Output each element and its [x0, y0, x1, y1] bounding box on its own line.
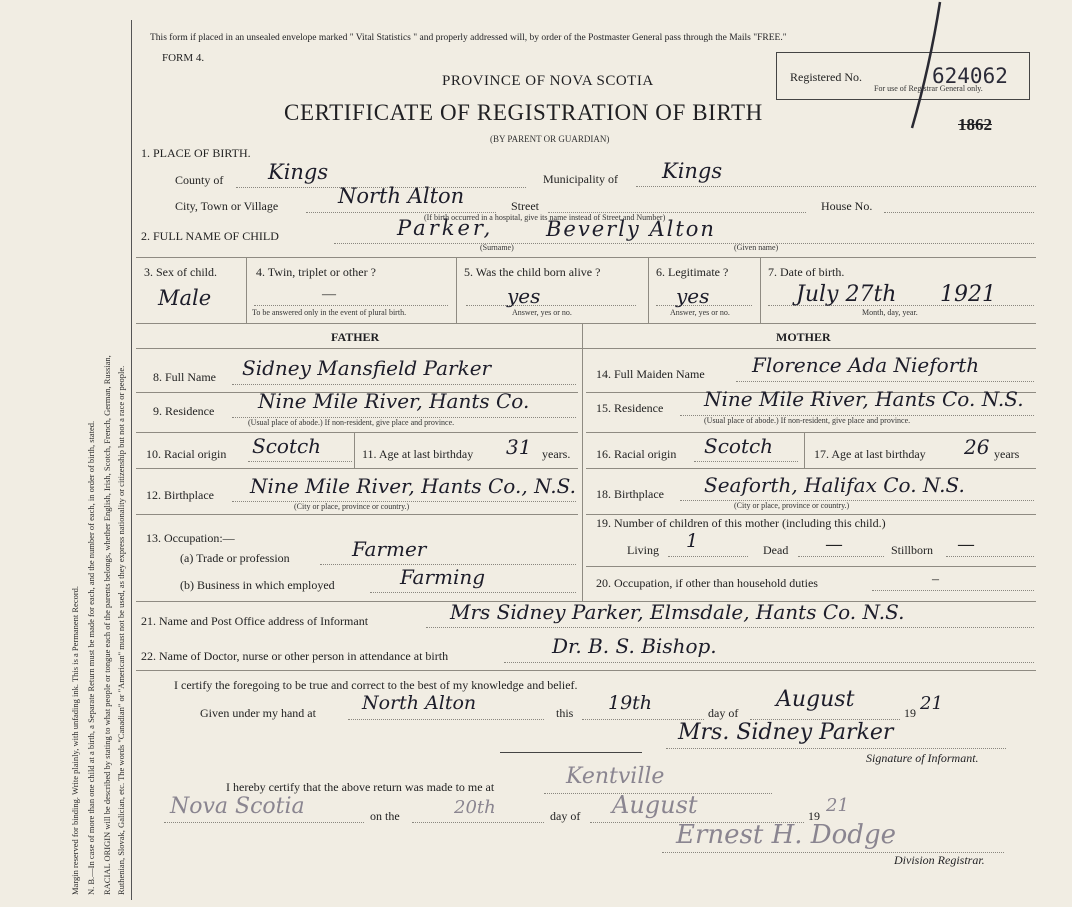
- living-label: Living: [627, 543, 659, 557]
- registrar-province: Nova Scotia: [170, 794, 305, 819]
- county-label: County of: [175, 173, 224, 187]
- mother-residence-note: (Usual place of abode.) If non-resident, give place and province.: [704, 416, 911, 425]
- margin-note-racial: RACIAL ORIGIN will be described by stating to what people or tongue each of the parents belongs, whether English, Irish, Scotch, French, German, Russian,: [102, 355, 112, 895]
- mother-birthplace-rule: [586, 514, 1036, 515]
- reg-year-prefix: 19: [808, 809, 820, 823]
- twin-label: 4. Twin, triplet or other ?: [256, 265, 376, 279]
- municipality-line: [636, 186, 1036, 187]
- father-residence-value: Nine Mile River, Hants Co.: [258, 389, 530, 413]
- day-value: 19th: [608, 692, 653, 714]
- doctor-line: [504, 662, 1034, 663]
- dead-value: —: [826, 536, 842, 553]
- municipality-value: Kings: [662, 159, 723, 183]
- mail-notice: This form if placed in an unsealed envelope marked " Vital Statistics " and properly addressed will, by order of the Postmaster General pass through the Mails "FREE.": [150, 33, 787, 43]
- given-name-note: (Given name): [734, 243, 779, 252]
- mother-race-label: 16. Racial origin: [596, 447, 677, 461]
- informant-signature-label: Signature of Informant.: [866, 751, 979, 765]
- witness-line: [500, 752, 642, 753]
- given-under-label: Given under my hand at: [200, 706, 316, 720]
- father-name-label: 8. Full Name: [153, 370, 216, 384]
- on-the-label: on the: [370, 809, 400, 823]
- child-name-label: 2. FULL NAME OF CHILD: [141, 229, 279, 243]
- mother-race-line: [694, 461, 798, 462]
- father-business-line: [370, 592, 576, 593]
- mother-name-label: 14. Full Maiden Name: [596, 367, 705, 381]
- given-place-line: [348, 719, 544, 720]
- form-number: FORM 4.: [162, 52, 205, 64]
- mother-occupation-label: 20. Occupation, if other than household duties: [596, 576, 818, 590]
- alive-value: yes: [507, 284, 541, 308]
- mother-birthplace-note: (City or place, province or country.): [734, 501, 850, 510]
- informant-line: [426, 627, 1034, 628]
- living-value: 1: [686, 530, 699, 552]
- father-birthplace-rule: [136, 514, 578, 515]
- registrar-note: For use of Registrar General only.: [874, 84, 983, 93]
- mother-birthplace-label: 18. Birthplace: [596, 487, 664, 501]
- twin-line: [254, 305, 448, 306]
- mother-residence-rule: [586, 432, 1036, 433]
- father-age-value: 31: [506, 435, 532, 459]
- margin-note-racial-cont: Ruthenian, Slovak, Galician, etc. The words "Canadian" or "American" must not be used, as they express nationality or citizenship but not a race or people.: [116, 365, 126, 895]
- this-label: this: [556, 706, 574, 720]
- alive-line: [466, 305, 636, 306]
- father-business-value: Farming: [400, 565, 486, 589]
- mother-age-label: 17. Age at last birthday: [814, 447, 926, 461]
- stillborn-line: [946, 556, 1034, 557]
- mother-age-value: 26: [964, 435, 990, 459]
- rule-above-certify: [136, 670, 1036, 671]
- living-line: [668, 556, 748, 557]
- father-business-label: (b) Business in which employed: [180, 578, 335, 592]
- parents-heading-rule: [136, 348, 1036, 349]
- province-line: [164, 822, 364, 823]
- city-label: City, Town or Village: [175, 199, 279, 213]
- child-surname: Parker,: [397, 216, 494, 240]
- father-race-line: [248, 461, 352, 462]
- struck-year: 1862: [958, 115, 992, 134]
- parents-divider: [582, 323, 583, 601]
- dob-year: 1921: [940, 282, 996, 307]
- mother-heading: MOTHER: [776, 330, 831, 344]
- registrar-month: August: [612, 791, 698, 819]
- mother-residence-value: Nine Mile River, Hants Co. N.S.: [704, 387, 1024, 411]
- father-name-value: Sidney Mansfield Parker: [242, 356, 492, 380]
- mother-age-divider: [804, 432, 805, 468]
- registrar-signature: Ernest H. Dodge: [676, 820, 896, 850]
- year-value: 21: [920, 693, 943, 714]
- row3-divider-2: [456, 257, 457, 323]
- registry-pen-stroke: [900, 0, 950, 140]
- margin-rule: [131, 20, 132, 900]
- given-place-value: North Alton: [362, 692, 477, 714]
- year-prefix: 19: [904, 706, 916, 720]
- registrar-signature-label: Division Registrar.: [894, 853, 985, 867]
- registrar-certify-label: I hereby certify that the above return was made to me at: [226, 780, 495, 794]
- sex-label: 3. Sex of child.: [144, 265, 217, 279]
- registered-number: 624062: [932, 64, 1008, 88]
- father-residence-label: 9. Residence: [153, 404, 215, 418]
- street-label: Street: [511, 199, 539, 213]
- day-of-label: day of: [708, 706, 739, 720]
- alive-note: Answer, yes or no.: [512, 308, 572, 317]
- informant-value: Mrs Sidney Parker, Elmsdale, Hants Co. N.S.: [450, 600, 905, 624]
- mother-race-value: Scotch: [704, 434, 774, 458]
- father-occupation-label: 13. Occupation:—: [146, 531, 235, 545]
- province-heading: PROVINCE OF NOVA SCOTIA: [442, 73, 654, 89]
- rule-above-parents: [136, 323, 1036, 324]
- mother-name-line: [736, 381, 1034, 382]
- registrar-place: Kentville: [566, 764, 665, 789]
- mother-occupation-value: –: [932, 572, 939, 587]
- certify-line: I certify the foregoing to be true and correct to the best of my knowledge and belief.: [174, 678, 578, 692]
- twin-value: —: [322, 287, 336, 302]
- stillborn-value: —: [958, 536, 974, 553]
- month-value: August: [776, 687, 855, 712]
- row3-divider-4: [760, 257, 761, 323]
- father-race-label: 10. Racial origin: [146, 447, 227, 461]
- dob-value: July 27th: [796, 282, 897, 307]
- certificate-title: CERTIFICATE OF REGISTRATION OF BIRTH: [284, 100, 763, 125]
- registered-label: Registered No.: [790, 70, 862, 84]
- father-birthplace-value: Nine Mile River, Hants Co., N.S.: [250, 474, 576, 498]
- informant-label: 21. Name and Post Office address of Informant: [141, 614, 369, 628]
- father-race-value: Scotch: [252, 434, 322, 458]
- father-residence-note: (Usual place of abode.) If non-resident, give place and province.: [248, 418, 455, 427]
- child-name-line: [334, 243, 1034, 244]
- informant-signature-line: [666, 748, 1006, 749]
- father-race-rule: [136, 468, 578, 469]
- informant-signature: Mrs. Sidney Parker: [678, 720, 894, 745]
- house-label: House No.: [821, 199, 873, 213]
- mother-age-unit: years: [994, 447, 1020, 461]
- row3-divider-1: [246, 257, 247, 323]
- county-value: Kings: [268, 160, 329, 184]
- father-birthplace-label: 12. Birthplace: [146, 488, 214, 502]
- margin-note-binding: Margin reserved for binding. Write plainly, with unfading ink. This is a Permanent Record.: [70, 585, 80, 895]
- reg-day-line: [412, 822, 544, 823]
- father-trade-value: Farmer: [352, 537, 427, 561]
- father-birthplace-note: (City or place, province or country.): [294, 502, 410, 511]
- dob-note: Month, day, year.: [862, 308, 918, 317]
- father-residence-rule: [136, 432, 578, 433]
- municipality-label: Municipality of: [543, 172, 618, 186]
- mother-children-label: 19. Number of children of this mother (including this child.): [596, 516, 886, 530]
- margin-note-nb: N. B.—In case of more than one child at a birth, a Separate Return must be made for each, and the number of each, in order of birth, stated.: [86, 420, 96, 895]
- certificate-subtitle: (BY PARENT OR GUARDIAN): [490, 134, 610, 144]
- sex-value: Male: [158, 286, 212, 310]
- mother-children-rule: [586, 566, 1036, 567]
- dead-label: Dead: [763, 543, 789, 557]
- reg-day-of-label: day of: [550, 809, 581, 823]
- dob-label: 7. Date of birth.: [768, 265, 845, 279]
- registrar-year: 21: [826, 795, 849, 816]
- child-given-name: Beverly Alton: [546, 217, 716, 241]
- father-age-label: 11. Age at last birthday: [362, 447, 474, 461]
- dead-line: [798, 556, 884, 557]
- father-age-unit: years.: [542, 447, 571, 461]
- mother-birthplace-value: Seaforth, Halifax Co. N.S.: [704, 473, 965, 497]
- place-of-birth-heading: 1. PLACE OF BIRTH.: [141, 146, 251, 160]
- hospital-note: (If birth occurred in a hospital, give its name instead of Street and Number): [424, 213, 666, 222]
- mother-occupation-line: [872, 590, 1034, 591]
- mother-name-value: Florence Ada Nieforth: [752, 353, 980, 377]
- father-age-divider: [354, 432, 355, 468]
- legitimate-label: 6. Legitimate ?: [656, 265, 729, 279]
- house-line: [884, 212, 1034, 213]
- legitimate-value: yes: [676, 284, 710, 308]
- father-heading: FATHER: [331, 330, 380, 344]
- surname-note: (Surname): [480, 243, 514, 252]
- father-trade-label: (a) Trade or profession: [180, 551, 290, 565]
- stillborn-label: Stillborn: [891, 543, 934, 557]
- doctor-label: 22. Name of Doctor, nurse or other person in attendance at birth: [141, 649, 449, 663]
- registrar-day: 20th: [454, 797, 496, 818]
- city-value: North Alton: [338, 184, 465, 208]
- father-name-line: [232, 384, 576, 385]
- alive-label: 5. Was the child born alive ?: [464, 265, 601, 279]
- mother-residence-label: 15. Residence: [596, 401, 664, 415]
- row3-divider-3: [648, 257, 649, 323]
- rule-above-row3: [136, 257, 1036, 258]
- mother-race-rule: [586, 468, 1036, 469]
- legitimate-note: Answer, yes or no.: [670, 308, 730, 317]
- twin-note: To be answered only in the event of plural birth.: [252, 308, 407, 317]
- doctor-value: Dr. B. S. Bishop.: [552, 634, 717, 658]
